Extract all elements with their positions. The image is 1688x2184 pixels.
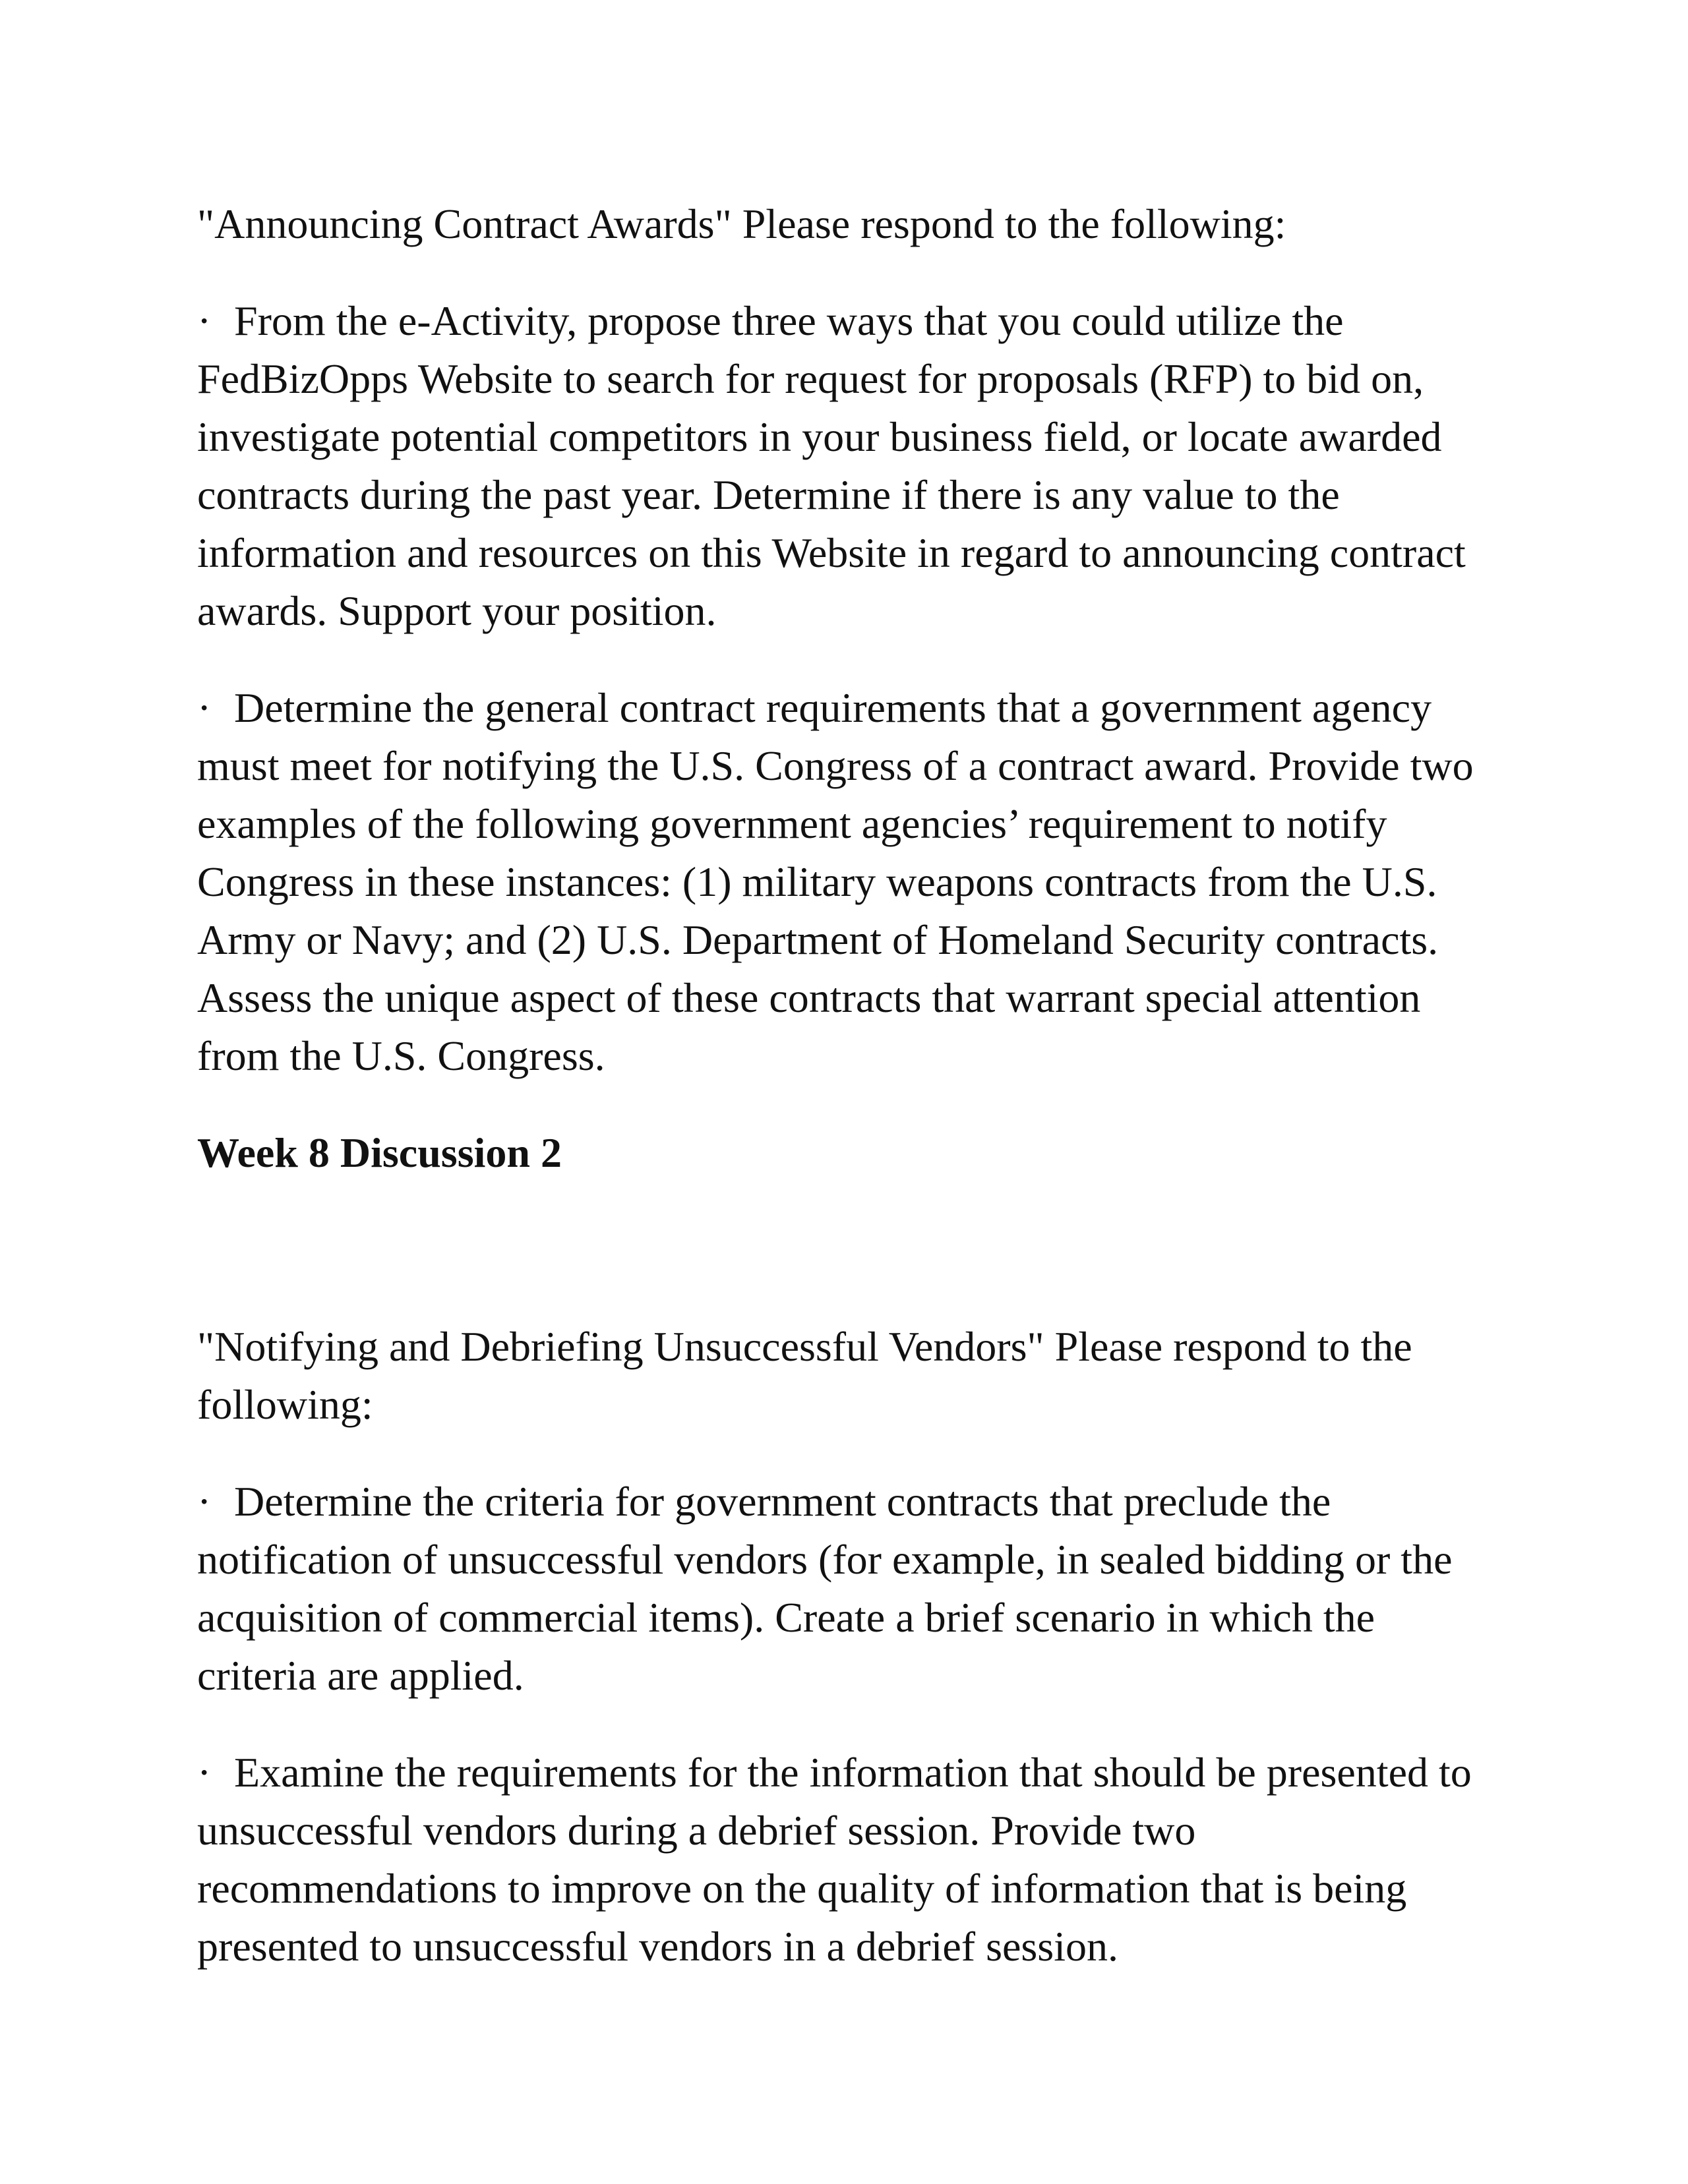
section1-bullet-2 <box>197 679 1503 1085</box>
bullet-dot-icon: · <box>197 1749 212 1796</box>
blank-space <box>197 1221 1503 1318</box>
section2-intro: "Notifying and Debriefing Unsuccessful Vendors" Please respond to the following: <box>197 1323 1412 1428</box>
bullet-text: From the e-Activity, propose three ways that you could utilize the FedBizOpps Website to search for request for proposals (RFP) to bid on, investigate potential competitors in your business field, or locate awarded contracts during the past year. Determine if there is any value to the information and resources on this Website in regard to announcing contract awards. Support your position. <box>197 297 1466 634</box>
bullet-text: Examine the requirements for the information that should be presented to unsuccessful vendors during a debrief session. Provide two recommendations to improve on the quality of information that is being presented to unsuccessful vendors in a debrief session. <box>197 1749 1472 1970</box>
bullet-dot-icon: · <box>197 684 212 731</box>
section2-bullet-1 <box>197 1473 1503 1705</box>
section2-heading: Week 8 Discussion 2 <box>197 1129 562 1176</box>
section1-bullet-1 <box>197 292 1503 640</box>
bullet-text: Determine the criteria for government contracts that preclude the notification of unsuccessful vendors (for example, in sealed bidding or the acquisition of commercial items). Create a brief scenario in which the criteria are applied. <box>197 1478 1453 1699</box>
section1-intro: "Announcing Contract Awards" Please respond to the following: <box>197 200 1286 247</box>
section2-bullet-2 <box>197 1744 1503 1976</box>
bullet-text: Determine the general contract requirements that a government agency must meet for notifying the U.S. Congress of a contract award. Provide two examples of the following government agencies’ requirement to notify Congress in these instances: (1) military weapons contracts from the U.S. Army or Navy; and (2) U.S. Department of Homeland Security contracts. Assess the unique aspect of these contracts that warrant special attention from the U.S. Congress. <box>197 684 1474 1079</box>
bullet-dot-icon: · <box>197 297 212 344</box>
bullet-dot-icon: · <box>197 1478 212 1525</box>
document-body <box>197 195 1503 2015</box>
